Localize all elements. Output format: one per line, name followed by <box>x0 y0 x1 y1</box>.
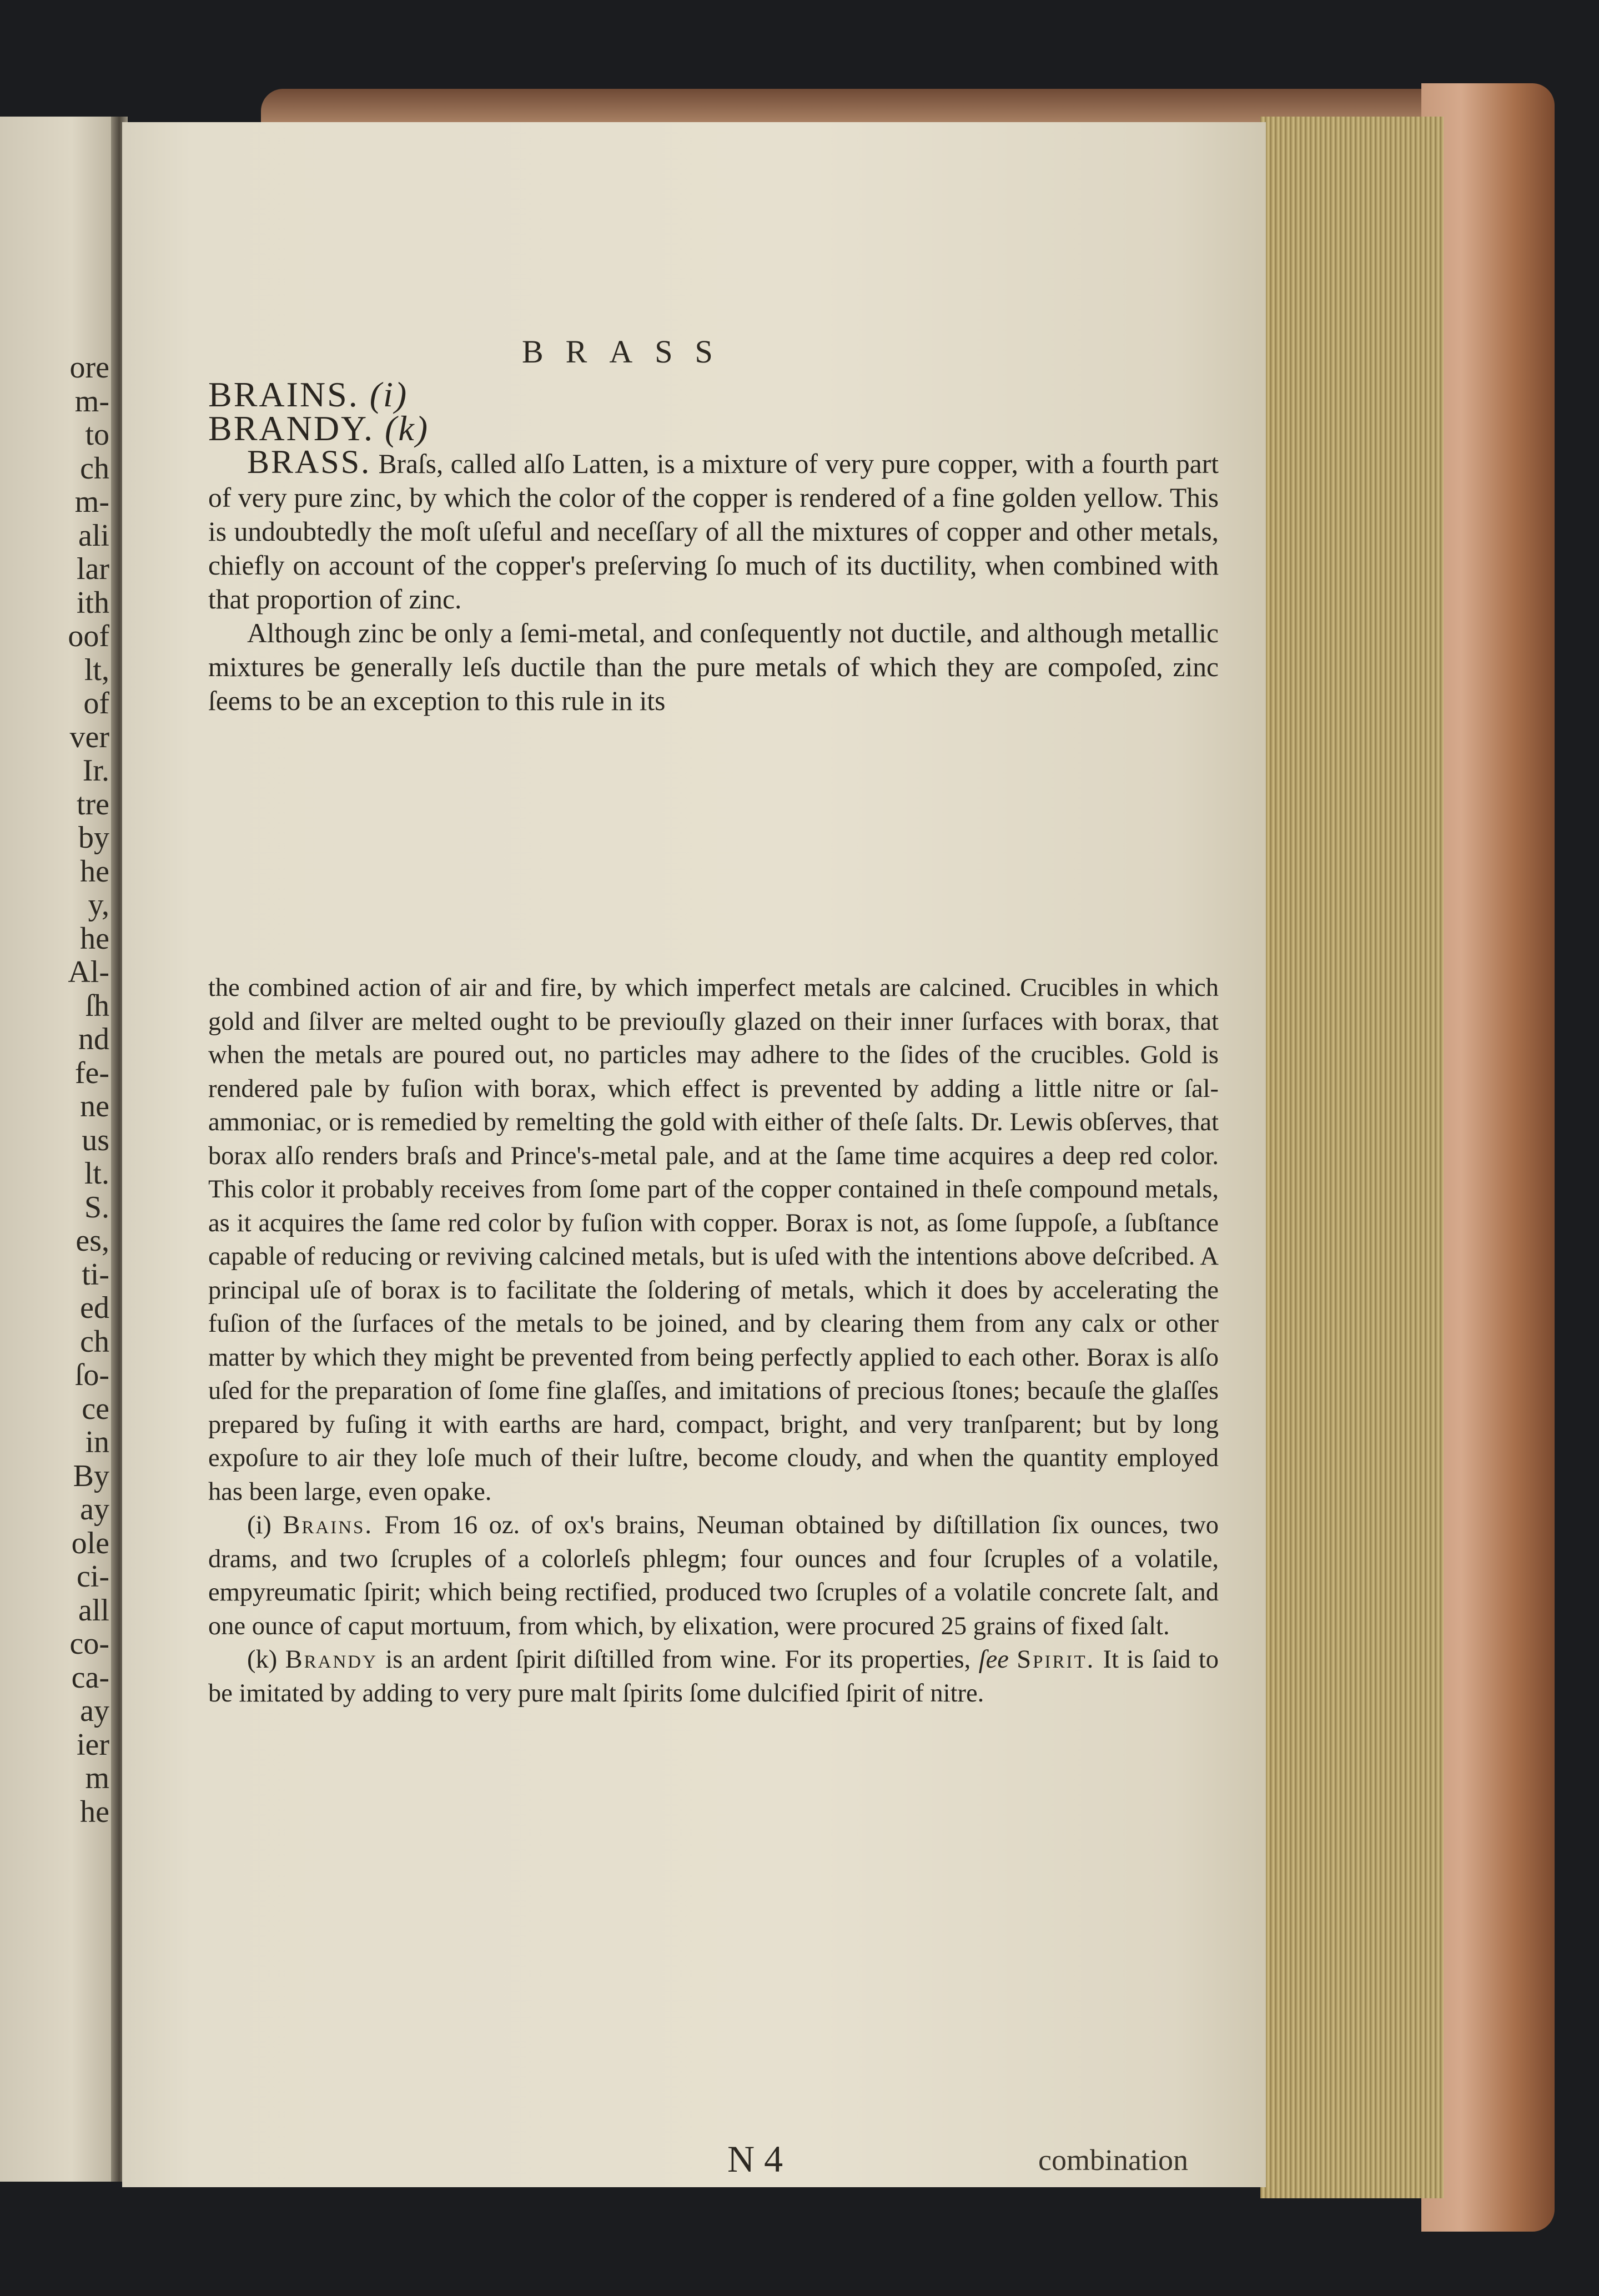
left-page-fragment: ay <box>80 1694 109 1728</box>
left-page-fragment: ſo- <box>74 1358 109 1392</box>
note-k-ref: Spirit. <box>1017 1645 1095 1674</box>
left-page-fragment: co- <box>69 1627 109 1661</box>
left-page-fragment: ith <box>76 585 109 620</box>
entry-brains-title: BRAINS. <box>208 375 359 414</box>
left-page-fragment: ci- <box>76 1559 109 1594</box>
left-page-fragment: all <box>78 1593 109 1628</box>
left-page-fragment: Ir. <box>82 753 109 788</box>
left-page-fragment: us <box>82 1122 109 1157</box>
left-page-fragment: ca- <box>71 1660 109 1695</box>
left-page-fragment: S. <box>84 1190 109 1225</box>
continuation-block <box>208 971 1219 1710</box>
entry-brandy <box>208 409 1219 448</box>
note-i-head: Brains. <box>283 1511 373 1539</box>
catchword: combination <box>1038 2143 1188 2177</box>
entry-brass-paragraph-2: Although zinc be only a ſemi-metal, and conſequently not ductile, and although metallic mixtures be generally leſs ductile than the pure metals of which they are compoſed, zinc ſeems to be an exception to this rule in its <box>208 618 1219 716</box>
entries-block <box>208 377 1219 718</box>
left-page-fragment: y, <box>88 888 109 922</box>
note-k-head: Brandy <box>285 1645 378 1674</box>
left-page-fragment: lt, <box>84 652 109 687</box>
left-page-fragment: fe- <box>74 1055 109 1090</box>
left-page-fragment: ch <box>80 1324 109 1359</box>
entry-brandy-ref: (k) <box>385 409 430 448</box>
left-page-fragment: ce <box>82 1391 109 1426</box>
left-page-fragment: by <box>78 820 109 855</box>
entry-brandy-title: BRANDY. <box>208 409 374 448</box>
left-page-fragment: ole <box>71 1525 109 1560</box>
right-page <box>122 122 1266 2187</box>
entry-brass-title: BRASS. <box>247 444 371 480</box>
entry-brains <box>208 375 1219 414</box>
note-i <box>208 1509 1219 1643</box>
entry-brass-text: Braſs, called alſo Latten, is a mixture of very pure copper, with a fourth part of very pure zinc, by which the color of the copper is rendered of a fine golden yellow. This is undoubtedly the moſt uſeful and neceſſary of all the mixtures of copper and other metals, chiefly on account of the copper's preſerving ſo much of its ductility, when combined with that proportion of zinc. <box>208 449 1219 615</box>
left-page-fragment: he <box>80 921 109 956</box>
left-page-fragment: ver <box>69 719 109 754</box>
note-k-see: ſee <box>978 1645 1009 1674</box>
left-page-fragment: ſh <box>85 988 109 1023</box>
left-page-fragment: nd <box>78 1022 109 1056</box>
left-page-fragment: ay <box>80 1492 109 1527</box>
left-page-fragment: to <box>85 417 109 452</box>
left-page-fragment: m <box>85 1761 109 1795</box>
left-page-fragment: ore <box>69 350 109 385</box>
open-book <box>0 83 1555 2226</box>
left-page-fragment: ali <box>78 518 109 553</box>
signature-mark: N 4 <box>727 2138 783 2180</box>
borax-continuation: the combined action of air and fire, by which imperfect metals are calcined. Crucibles in which gold and ſilver are melted ought to be previouſly glazed on their inner ſurfaces with borax, that when the metals are poured out, no particles may adhere to the ſides of the crucibles. Gold is rendered pale by fuſion with borax, which effect is prevented by adding a little nitre or ſal-ammoniac, or is remedied by remelting the gold with either of theſe ſalts. Dr. Lewis obſerves, that borax alſo renders braſs and Prince's-metal pale, and at the ſame time acquires a deep red color. This color it probably receives from ſome part of the copper contained in theſe compound metals, as it acquires the ſame red color by fuſion with copper. Borax is not, as ſome ſuppoſe, a ſubſtance capable of reducing or reviving calcined metals, but is uſed with the intentions above deſcribed. A principal uſe of borax is to facilitate the ſoldering of metals, which it does by accelerating the fuſion of the ſurfaces of the metals to be joined, and by clearing them from any calx or other matter by which they might be prevented from being perfectly applied to each other. Borax is alſo uſed for the preparation of ſome fine glaſſes, and imitations of precious ſtones; becauſe the glaſſes prepared by fuſing it with earths are hard, compact, bright, and very tranſparent; but by long expoſure to air they loſe much of their luſtre, become cloudy, and when the quantity employed has been large, even opake. <box>208 974 1219 1506</box>
left-page-fragment: he <box>80 1794 109 1829</box>
entry-brass <box>208 445 1219 616</box>
page-block-edge <box>1260 117 1444 2198</box>
left-page-fragment: ier <box>76 1727 109 1762</box>
left-page-fragment: ne <box>80 1089 109 1124</box>
left-page-fragment: By <box>73 1458 109 1493</box>
left-page-fragment: oof <box>68 619 109 653</box>
left-page <box>0 117 119 2182</box>
left-page-fragment: m- <box>74 485 109 519</box>
entry-brains-ref: (i) <box>369 375 409 414</box>
left-page-fragment: in <box>85 1425 109 1459</box>
left-page-fragment: Al- <box>68 955 109 989</box>
left-page-fragment: ch <box>80 451 109 486</box>
note-k-text-1: is an ardent ſpirit diſtilled from wine. For its properties, <box>385 1645 971 1674</box>
note-k-mark: (k) <box>247 1645 278 1674</box>
left-page-fragment: tre <box>76 787 109 822</box>
left-page-fragment: lt. <box>84 1156 109 1191</box>
left-page-fragment: ti- <box>82 1257 109 1292</box>
left-page-fragment: ed <box>80 1291 109 1325</box>
note-k-text-2: It is ſaid to be imitated by adding to very pure malt ſpirits ſome dulcified ſpirit of nitre. <box>208 1645 1219 1708</box>
left-page-fragment: es, <box>76 1223 109 1258</box>
note-k <box>208 1643 1219 1710</box>
left-page-fragment: lar <box>76 552 109 586</box>
left-page-text-fragments <box>0 117 119 2182</box>
note-i-mark: (i) <box>247 1511 271 1539</box>
left-page-fragment: of <box>83 686 109 721</box>
running-head: BRASS <box>522 334 735 370</box>
left-page-fragment: he <box>80 854 109 889</box>
left-page-fragment: m- <box>74 384 109 419</box>
note-i-text: From 16 oz. of ox's brains, Neuman obtained by diſtillation ſix ounces, two drams, and two ſcruples of a colorleſs phlegm; four ounces and four ſcruples of a volatile, empyreumatic ſpirit; which being rectified, produced two ſcruples of a volatile concrete ſalt, and one ounce of caput mortuum, from which, by elixation, were procured 25 grains of fixed ſalt. <box>208 1511 1219 1640</box>
